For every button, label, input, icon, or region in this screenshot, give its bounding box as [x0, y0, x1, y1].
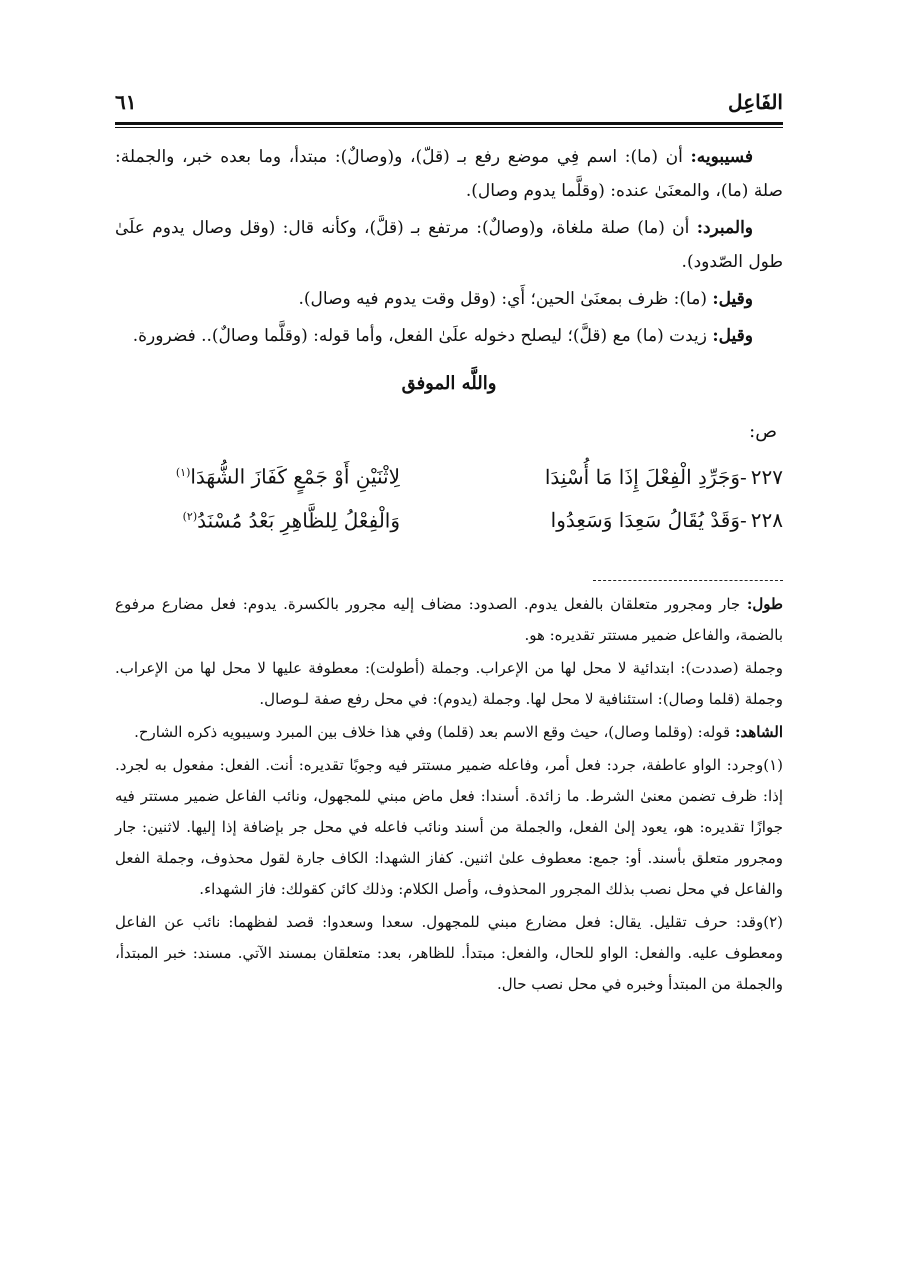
footnote-shahid: [115, 717, 783, 748]
paragraph-mubarrad: [115, 211, 783, 279]
footnote-number: (١): [763, 756, 783, 775]
verse-line: ٢٢٨ - وَقَدْ يُقَالُ سَعِدَا وَسَعِدُوا وَالْفِعْلُ لِلظَّاهِرِ بَعْدُ مُسْنَدُ$^{(٢)}$: [115, 497, 783, 541]
footnote-2: [115, 907, 783, 1000]
footnote-body: وجرد: الواو عاطفة، جرد: فعل أمر، وفاعله ضمير مستتر فيه وجوبًا تقديره: أنت. الفعل: مفعول به لجرد. إذا: ظرف تضمن معنىٰ الشرط. ما زائدة. أسندا: فعل ماض مبني للمجهول، ونائب الفاعل ضمير مستتر فيه جوازًا تقديره: هو، يعود إلىٰ الفعل، والجملة من أسند ونائب فاعله في محل جر بإضافة إذا إليها. لاثنين: جار ومجرور متعلق بأسند. أو: جمع: معطوف علىٰ اثنين. كفاز الشهدا: الكاف جارة لقول محذوف، وجملة الفعل والفاعل في محل نصب بذلك المجرور المحذوف، وأصل الكلام: وذلك كائن كقولك: فاز الشهداء.: [115, 756, 783, 899]
matn-label: ص:: [749, 421, 777, 442]
paragraph-body: أن (ما): اسم فِي موضع رفع بـ (قلّ)، و(وصالٌ): مبتدأ، وما بعده خبر، والجملة: صلة (ما)، والمعنَىٰ عنده: (وقلَّما يدوم وصال).: [115, 147, 783, 201]
footnote-lead: طول:: [746, 595, 783, 614]
chapter-title: الفَاعِل: [728, 90, 783, 114]
paragraph-lead: وقيل:: [712, 289, 753, 309]
paragraph-lead: والمبرد:: [696, 218, 753, 238]
footnote-marker: (٢): [182, 509, 198, 523]
footnote-body: وقد: حرف تقليل. يقال: فعل مضارع مبني للمجهول. سعدا وسعدوا: قصد لفظهما: نائب عن الفاعل ومعطوف عليه. والفعل: الواو للحال، والفعل: مبتدأ. للظاهر، بعد: متعلقان بمسند الآتي. مسند: خبر المبتدأ، والجملة من المبتدأ وخبره في محل نصب حال.: [115, 913, 783, 994]
footnote-jumal: [115, 653, 783, 715]
paragraph-lead: فسيبويه:: [690, 147, 753, 167]
verse-line: ٢٢٧ - وَجَرِّدِ الْفِعْلَ إِذَا مَا أُسْنِدَا لِاثْنَيْنِ أَوْ جَمْعٍ كَفَازَ الشُّهَدَا$^{(١)}$: [115, 453, 783, 497]
verse-second-hemistich: لِاثْنَيْنِ أَوْ جَمْعٍ كَفَازَ الشُّهَدَا: [190, 464, 400, 489]
page-number: ٦١: [115, 90, 137, 114]
verse-first-hemistich: وَجَرِّدِ الْفِعْلَ إِذَا مَا أُسْنِدَا: [544, 464, 740, 489]
footnote-marker: (١): [175, 466, 191, 479]
verse-number: ٢٢٧: [750, 464, 783, 489]
verse-first-hemistich: وَقَدْ يُقَالُ سَعِدَا وَسَعِدُوا: [550, 508, 740, 533]
footnote-1: [115, 750, 783, 905]
footnote-tul: [115, 589, 783, 651]
paragraph-lead: وقيل:: [712, 326, 753, 346]
footnote-body: وجملة (صددت): ابتدائية لا محل لها من الإعراب. وجملة (أطولت): معطوفة عليها لا محل لها من الإعراب. وجملة (قلما وصال): استئنافية لا محل لها. وجملة (يدوم): في محل رفع صفة لـوصال.: [115, 659, 783, 709]
verse-second-hemistich: وَالْفِعْلُ لِلظَّاهِرِ بَعْدُ مُسْنَدُ: [197, 508, 400, 533]
paragraph-sibawayh: [115, 140, 783, 208]
footnote-separator: [593, 580, 783, 581]
closing-phrase: واللَّه الموفق: [401, 373, 497, 394]
footnote-lead: الشاهد:: [734, 723, 783, 742]
paragraph-body: (ما): ظرف بمعنَىٰ الحين؛ أَي: (وقل وقت يدوم فيه وصال).: [298, 289, 713, 309]
footnote-number: (٢): [763, 913, 783, 932]
footnote-body: جار ومجرور متعلقان بالفعل يدوم. الصدود: مضاف إليه مجرور بالكسرة. يدوم: فعل مضارع مرفوع بالضمة، والفاعل ضمير مستتر تقديره: هو.: [115, 595, 783, 645]
paragraph-qila-1: [115, 282, 783, 316]
footnote-body: قوله: (وقلما وصال)، حيث وقع الاسم بعد (قلما) وفي هذا خلاف بين المبرد وسيبويه ذكره الشارح.: [134, 723, 735, 742]
main-text: [115, 140, 783, 540]
running-header: [115, 90, 783, 114]
header-rule-thick: [115, 122, 783, 125]
paragraph-body: أن (ما) صلة ملغاة، و(وصالٌ): مرتفع بـ (قلَّ)، وكأنه قال: (وقل وصال يدوم علَىٰ طول الصّدود).: [115, 218, 783, 272]
book-page: [115, 90, 783, 1002]
verse-number: ٢٢٨: [750, 508, 783, 533]
paragraph-body: زيدت (ما) مع (قلَّ)؛ ليصلح دخوله علَىٰ الفعل، وأما قوله: (وقلَّما وصالٌ).. فضرورة.: [132, 326, 713, 346]
header-rule-thin: [115, 127, 783, 128]
paragraph-qila-2: [115, 319, 783, 353]
footnotes: [115, 589, 783, 1000]
